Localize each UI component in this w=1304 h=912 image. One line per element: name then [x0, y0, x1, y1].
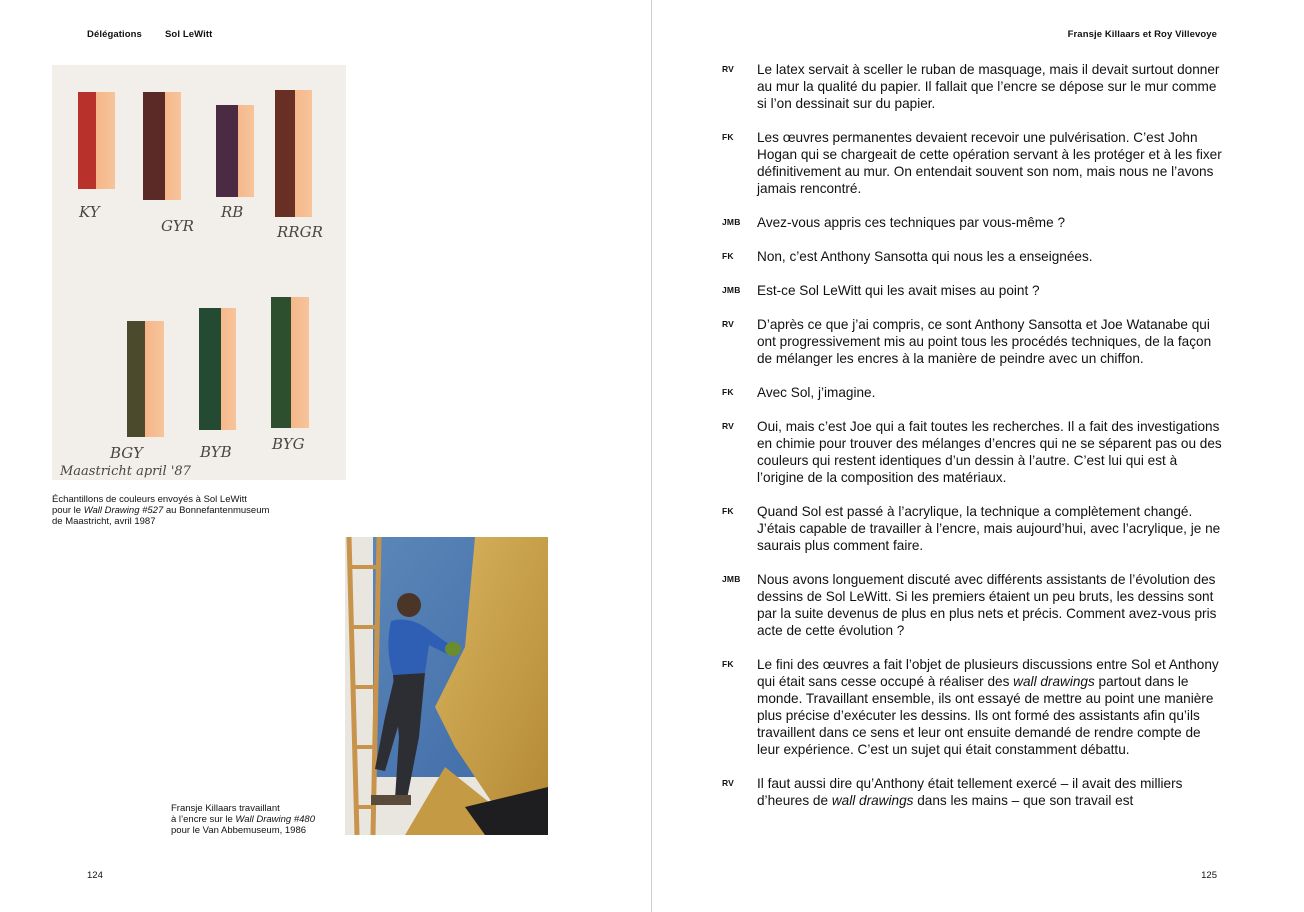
- color-samples-photo: [52, 65, 346, 480]
- speaker-label: FK: [722, 132, 734, 142]
- handwritten-signature: Maastricht april '87: [60, 464, 191, 479]
- dialogue-entry: [722, 418, 1222, 486]
- left-page: [0, 0, 651, 912]
- dialogue-text: Quand Sol est passé à l’acrylique, la technique a complètement changé. J’étais capable de travailler à l’encre, mais aujourd’hui, avec l’acrylique, je ne saurais plus comment faire.: [757, 504, 1221, 553]
- speaker-label: RV: [722, 778, 735, 788]
- dialogue-text: Nous avons longuement discuté avec différents assistants de l’évolution des dessins de Sol LeWitt. Si les premiers étaient un peu bruts, les dessins sont par la suite devenus de plus en plus nets et précis. Comment avez-vous pris acte de cette évolution ?: [757, 572, 1217, 638]
- dialogue-entry: [722, 214, 1222, 231]
- label-byg: BYG: [272, 435, 305, 453]
- dialogue-entry: [722, 61, 1222, 112]
- running-header-section: Délégations: [87, 29, 142, 40]
- dialogue-text: D’après ce que j’ai compris, ce sont Anthony Sansotta et Joe Watanabe qui ont progressivement mis au point tous les procédés techniques, de la façon de mélanger les encres à la manière de peindre avec un chiffon.: [757, 317, 1212, 366]
- dialogue-text: Les œuvres permanentes devaient recevoir une pulvérisation. C’est John Hogan qui se chargeait de cette opération servant à les protéger et à les fixer définitivement au mur. On entendait souvent son nom, mais nous ne l’avons jamais rencontré.: [757, 130, 1222, 196]
- label-rrgr: RRGR: [277, 223, 323, 241]
- dialogue-entry: [722, 316, 1222, 367]
- page-number-left: 124: [87, 870, 103, 881]
- dialogue-entry: [722, 248, 1222, 265]
- label-bgy: BGY: [110, 444, 143, 462]
- label-byb: BYB: [200, 443, 232, 461]
- dialogue-entry: [722, 656, 1222, 758]
- dialogue-entry: [722, 282, 1222, 299]
- dialogue-text: Oui, mais c’est Joe qui a fait toutes les recherches. Il a fait des investigations en chimie pour trouver des mélanges d’encres qui ne se séparent pas ou des couleurs qui restent identiques d’un dessin à l’autre. C’est lui qui est à l’origine de la composition des matériaux.: [757, 419, 1222, 485]
- interview-dialogue: [722, 61, 1222, 826]
- speaker-label: FK: [722, 387, 734, 397]
- speaker-label: RV: [722, 64, 735, 74]
- artist-working-photo: [345, 537, 548, 835]
- dialogue-text: Non, c’est Anthony Sansotta qui nous les a enseignées.: [757, 249, 1093, 264]
- artist-working-illustration: [345, 537, 548, 835]
- caption-color-samples: Échantillons de couleurs envoyés à Sol LeWitt pour le Wall Drawing #527 au Bonnefantenmuseum de Maastricht, avril 1987: [52, 494, 270, 527]
- speaker-label: FK: [722, 659, 734, 669]
- speaker-label: JMB: [722, 574, 741, 584]
- dialogue-entry: [722, 384, 1222, 401]
- caption-artist-working: Fransje Killaars travaillant à l’encre sur le Wall Drawing #480 pour le Van Abbemuseum, 1986: [171, 803, 315, 836]
- speaker-label: RV: [722, 319, 735, 329]
- speaker-label: FK: [722, 251, 734, 261]
- speaker-label: RV: [722, 421, 735, 431]
- running-header-artist: Sol LeWitt: [165, 29, 213, 40]
- dialogue-text: Avec Sol, j’imagine.: [757, 385, 876, 400]
- label-rb: RB: [221, 203, 244, 221]
- dialogue-entry: [722, 129, 1222, 197]
- dialogue-entry: [722, 775, 1222, 809]
- label-ky: KY: [79, 203, 100, 221]
- dialogue-text: Le latex servait à sceller le ruban de masquage, mais il devait surtout donner au mur la qualité du papier. Il fallait que l’encre se dépose sur le mur comme si l’on dessinait sur du papier.: [757, 62, 1220, 111]
- page-number-right: 125: [1201, 870, 1217, 881]
- dialogue-text: Avez-vous appris ces techniques par vous-même ?: [757, 215, 1066, 230]
- dialogue-entry: [722, 571, 1222, 639]
- color-samples-illustration: [52, 65, 346, 480]
- dialogue-text: Le fini des œuvres a fait l’objet de plusieurs discussions entre Sol et Anthony qui était sans cesse occupé à réaliser des wall drawings partout dans le monde. Travaillant ensemble, ils ont essayé de mettre au point une manière plus précise d’exécuter les dessins. Ils ont formé des assistants afin qu’ils travaillent dans ce sens et leur ont ensuite demandé de rendre compte de leur expérience. C’est un sujet qui était constamment débattu.: [757, 657, 1219, 757]
- speaker-label: JMB: [722, 217, 741, 227]
- dialogue-text: Est-ce Sol LeWitt qui les avait mises au point ?: [757, 283, 1040, 298]
- running-header-authors: Fransje Killaars et Roy Villevoye: [1067, 29, 1217, 40]
- book-gutter: [651, 0, 652, 912]
- speaker-label: FK: [722, 506, 734, 516]
- label-gyr: GYR: [161, 217, 194, 235]
- speaker-label: JMB: [722, 285, 741, 295]
- dialogue-entry: [722, 503, 1222, 554]
- dialogue-text: Il faut aussi dire qu’Anthony était tellement exercé – il avait des milliers d’heures de wall drawings dans les mains – que son travail est: [757, 776, 1183, 808]
